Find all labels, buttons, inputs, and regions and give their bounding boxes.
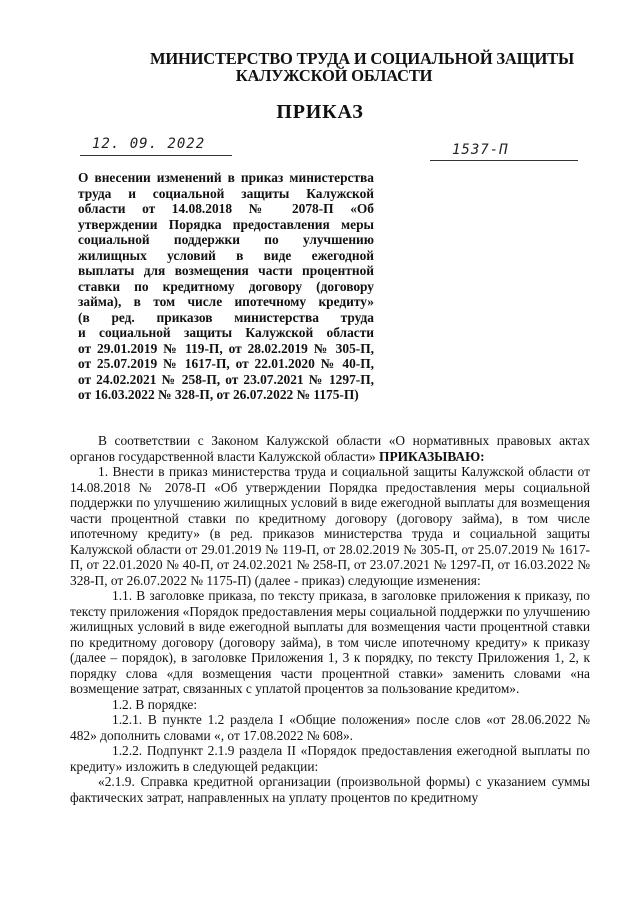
subject-line: жилищных условий в виде ежегодной [78,247,374,263]
subject-line: займа), в том числе ипотечному кредиту» [78,294,374,309]
document-subject [78,170,374,403]
subject-line: труда и социальной защиты Калужской [78,185,374,201]
subject-line: выплаты для возмещения части процентной [78,263,374,278]
subject-line: от 25.07.2019 № 1617-П, от 22.01.2020 № 40-П, [78,356,374,371]
paragraph-2-1-9: «2.1.9. Справка кредитной организации (произвольной формы) с указанием суммы фактических затрат, направленных на уплату процентов по кредитному [70,774,590,805]
ministry-name-line1: МИНИСТЕРСТВО ТРУДА И СОЦИАЛЬНОЙ ЗАЩИТЫ [150,49,574,68]
ministry-name-line2: КАЛУЖСКОЙ ОБЛАСТИ [235,66,433,85]
subject-line: ставки по кредитному договору (договору [78,278,374,294]
number-underline [430,160,578,161]
subject-line: и социальной защиты Калужской области [78,325,374,340]
paragraph-1-2-1: 1.2.1. В пункте 1.2 раздела I «Общие положения» после слов «от 28.06.2022 № 482» дополнить словами «, от 17.08.2022 № 608». [70,712,590,743]
ministry-header [150,49,574,85]
paragraph-1-1: 1.1. В заголовке приказа, по тексту приказа, в заголовке приложения к приказу, по тексту приложения «Порядок предоставления меры социальной поддержки по улучшению жилищных условий в виде ежегодной выплаты для возмещения части процентной ставки по кредитному договору (договору займа), в том числе ипотечному кредиту» к приказу (далее – порядок), в заголовке Приложения 1, 3 к порядку, по тексту Приложения 1, 2, к порядку слова «для возмещения части процентной ставки» заменить словами «на возмещение затрат, связанных с уплатой процентов за пользование кредитом». [70,588,590,696]
subject-line: утверждении Порядка предоставления меры [78,216,374,232]
handwritten-number: 1537-П [452,142,509,158]
subject-line: области от 14.08.2018 № 2078-П «Об [78,201,374,216]
subject-line: от 24.02.2021 № 258-П, от 23.07.2021 № 1297-П, [78,371,374,387]
subject-line: О внесении изменений в приказ министерства [78,170,374,185]
preamble-paragraph [70,433,590,464]
handwritten-date: 12. 09. 2022 [92,136,206,152]
paragraph-1-2-2: 1.2.2. Подпункт 2.1.9 раздела II «Порядок предоставления ежегодной выплаты по кредиту» изложить в следующей редакции: [70,743,590,774]
subject-line: социальной поддержки по улучшению [78,232,374,247]
paragraph-1-2: 1.2. В порядке: [112,696,198,712]
paragraph-1: 1. Внести в приказ министерства труда и социальной защиты Калужской области от 14.08.2018 № 2078-П «Об утверждении Порядка предоставления меры социальной поддержки по улучшению жилищных условий в виде ежегодной выплаты для возмещения части процентной ставки по кредитному договору (договору займа), в том числе ипотечному кредиту» (в ред. приказов министерства труда и социальной защиты Калужской области от 29.01.2019 № 119-П, от 28.02.2019 № 305-П, от 25.07.2019 № 1617-П, от 22.01.2020 № 40-П, от 24.02.2021 № 258-П, от 23.07.2021 № 1297-П, от 16.03.2022 № 328-П, от 26.07.2022 № 1175-П) (далее - приказ) следующие изменения: [70,464,590,588]
subject-line: от 29.01.2019 № 119-П, от 28.02.2019 № 305-П, [78,340,374,356]
date-underline [80,155,232,156]
document-body [70,433,590,805]
document-type: ПРИКАЗ [276,101,364,123]
orders-word: ПРИКАЗЫВАЮ: [379,448,485,464]
subject-line: от 16.03.2022 № 328-П, от 26.07.2022 № 1175-П) [78,387,359,402]
preamble-text: В соответствии с Законом Калужской области «О нормативных правовых актах органов государственной власти Калужской области» [70,433,590,464]
subject-line: (в ред. приказов министерства труда [78,309,374,325]
